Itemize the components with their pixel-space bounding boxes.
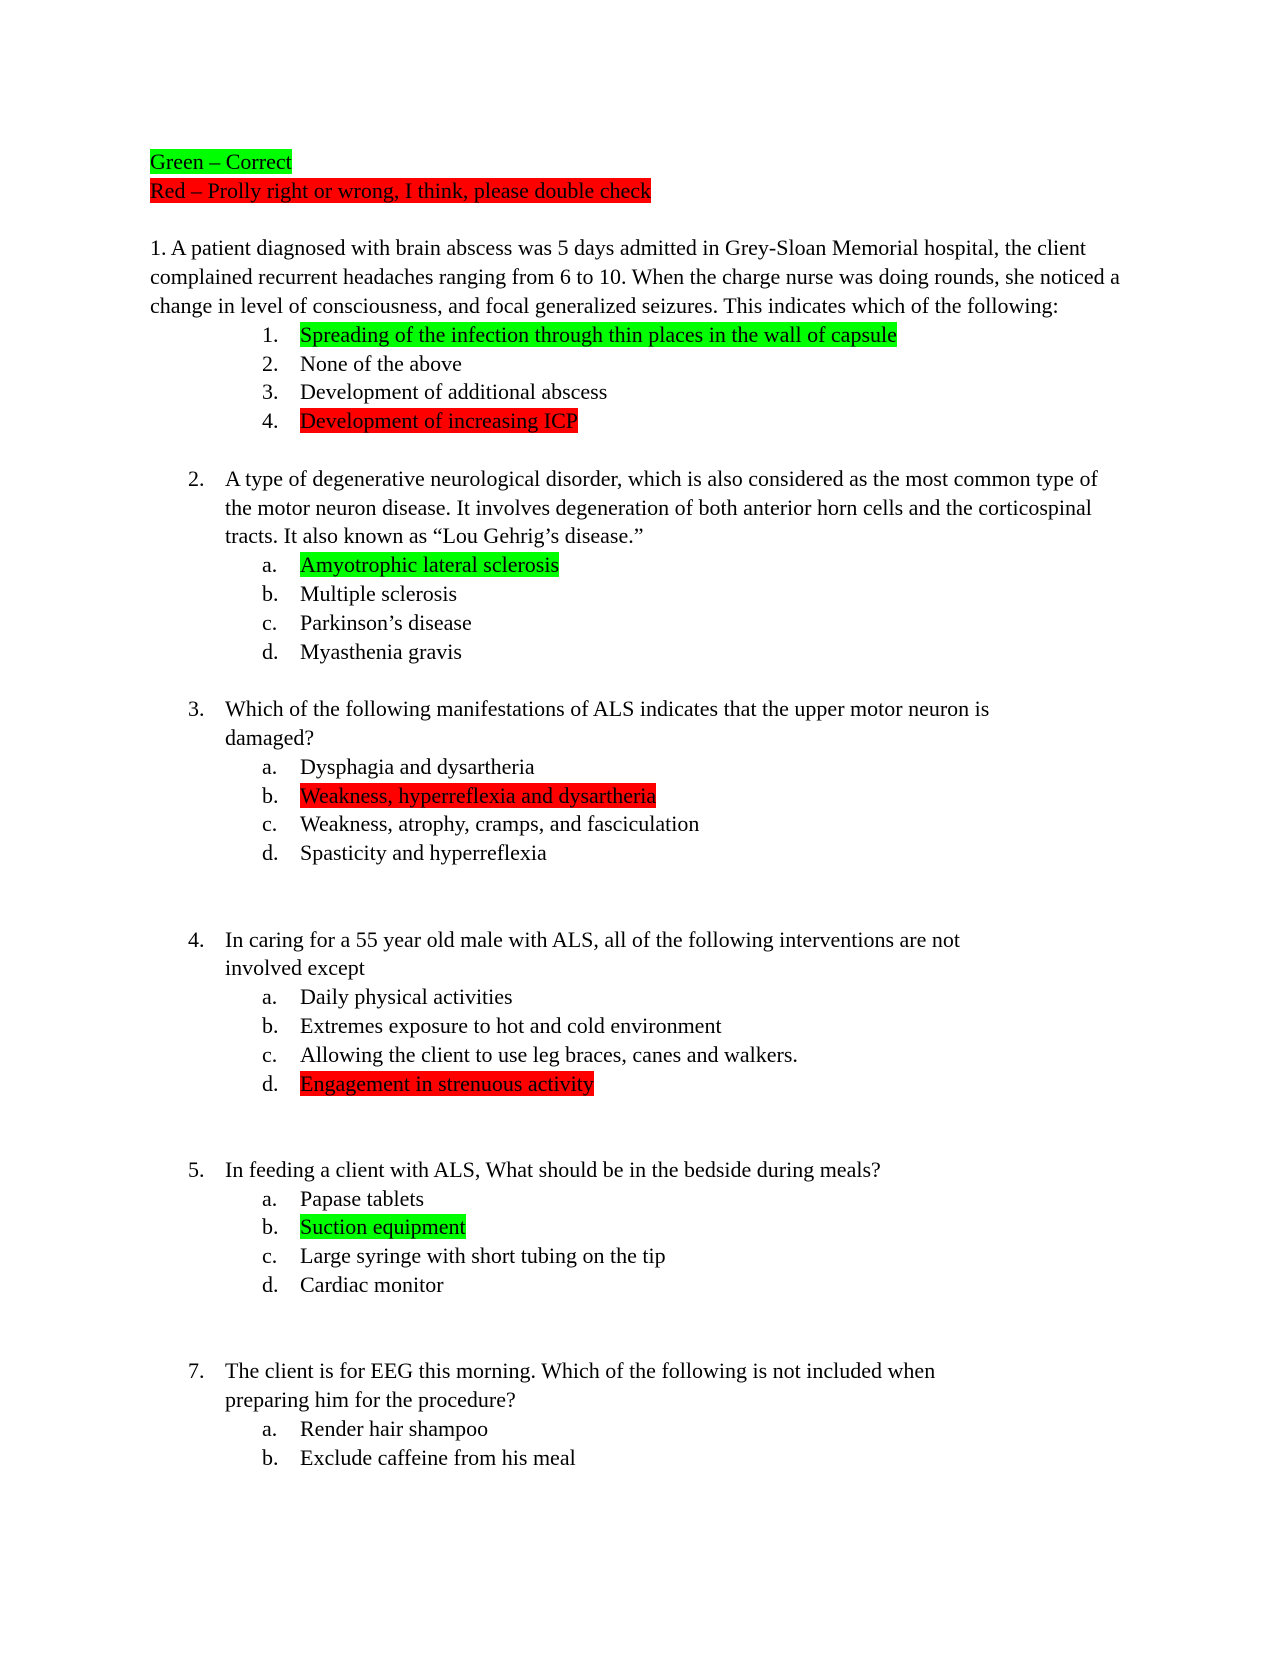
question-7 (150, 1357, 1130, 1415)
option-text: Myasthenia gravis (300, 638, 462, 664)
option-text: Parkinson’s disease (300, 609, 472, 635)
option-marker: d. (262, 638, 279, 664)
option-marker: 2. (262, 350, 279, 376)
option-text-correct: Amyotrophic lateral sclerosis (300, 552, 560, 578)
legend-green-line (150, 148, 1130, 177)
option-text: Cardiac monitor (300, 1272, 444, 1298)
answer-option (150, 407, 1130, 436)
document-page (150, 148, 1130, 1473)
option-text: Dysphagia and dysartheria (300, 753, 535, 779)
question-number: 5. (188, 1156, 205, 1182)
answer-option (150, 1242, 1130, 1271)
answer-option (150, 350, 1130, 379)
question-3-options (150, 753, 1130, 868)
option-marker: b. (262, 580, 279, 606)
answer-option (150, 321, 1130, 350)
option-text: Weakness, atrophy, cramps, and fasciculation (300, 811, 700, 837)
option-text-correct: Suction equipment (300, 1214, 466, 1240)
answer-option (150, 378, 1130, 407)
answer-option (150, 1213, 1130, 1242)
question-4 (150, 926, 1130, 984)
answer-option (150, 983, 1130, 1012)
answer-option (150, 1041, 1130, 1070)
answer-option (150, 839, 1130, 868)
question-7-options (150, 1415, 1130, 1473)
option-text: Large syringe with short tubing on the tip (300, 1243, 666, 1269)
option-text: Extremes exposure to hot and cold environment (300, 1012, 722, 1038)
answer-option (150, 810, 1130, 839)
answer-option (150, 1185, 1130, 1214)
question-5 (150, 1156, 1130, 1185)
option-marker: a. (262, 1416, 278, 1442)
answer-option (150, 609, 1130, 638)
question-3 (150, 695, 1130, 753)
question-number: 3. (188, 696, 205, 722)
answer-option (150, 782, 1130, 811)
question-1-options (150, 321, 1130, 436)
answer-option (150, 1070, 1130, 1099)
option-text: None of the above (300, 350, 462, 376)
question-number: 2. (188, 465, 205, 491)
legend-red-line (150, 177, 1130, 206)
question-7-text: The client is for EEG this morning. Which of the following is not included when preparing him for the procedure? (225, 1358, 936, 1413)
option-marker: a. (262, 552, 278, 578)
answer-option (150, 1444, 1130, 1473)
question-1-text: 1. A patient diagnosed with brain abscess was 5 days admitted in Grey-Sloan Memorial hospital, the client complained recurrent headaches ranging from 6 to 10. When the charge nurse was doing rounds, she noticed a change in level of consciousness, and focal generalized seizures. This indicates which of the following: (150, 235, 1120, 318)
option-marker: 1. (262, 321, 279, 347)
option-marker: 3. (262, 379, 279, 405)
option-marker: a. (262, 753, 278, 779)
question-5-text: In feeding a client with ALS, What should be in the bedside during meals? (225, 1156, 881, 1182)
question-2 (150, 465, 1130, 551)
question-2-options (150, 551, 1130, 666)
option-text-correct: Spreading of the infection through thin places in the wall of capsule (300, 321, 897, 347)
option-text: Development of additional abscess (300, 379, 608, 405)
option-text: Allowing the client to use leg braces, canes and walkers. (300, 1041, 798, 1067)
option-marker: a. (262, 1185, 278, 1211)
answer-option (150, 580, 1130, 609)
question-2-text: A type of degenerative neurological disorder, which is also considered as the most common type of the motor neuron disease. It involves degeneration of both anterior horn cells and the corticospinal tracts. It also known as “Lou Gehrig’s disease.” (225, 465, 1098, 549)
answer-option (150, 753, 1130, 782)
question-3-text: Which of the following manifestations of ALS indicates that the upper motor neuron is damaged? (225, 696, 990, 750)
option-marker: c. (262, 811, 278, 837)
option-marker: d. (262, 1070, 279, 1096)
answer-option (150, 1012, 1130, 1041)
option-marker: b. (262, 1214, 279, 1240)
option-text: Exclude caffeine from his meal (300, 1444, 576, 1470)
option-marker: b. (262, 782, 279, 808)
option-text: Daily physical activities (300, 984, 513, 1010)
option-marker: d. (262, 840, 279, 866)
option-marker: c. (262, 1041, 278, 1067)
answer-option (150, 638, 1130, 667)
option-marker: 4. (262, 408, 279, 434)
option-text-uncertain: Engagement in strenuous activity (300, 1070, 594, 1096)
legend-uncertain: Red – Prolly right or wrong, I think, please double check (150, 177, 652, 203)
question-number: 4. (188, 926, 205, 952)
answer-option (150, 1271, 1130, 1300)
answer-option (150, 551, 1130, 580)
option-text-uncertain: Development of increasing ICP (300, 408, 578, 434)
option-marker: b. (262, 1444, 279, 1470)
question-4-options (150, 983, 1130, 1098)
option-text-uncertain: Weakness, hyperreflexia and dysartheria (300, 782, 657, 808)
option-marker: c. (262, 1243, 278, 1269)
option-text: Papase tablets (300, 1185, 425, 1211)
option-marker: b. (262, 1012, 279, 1038)
option-marker: a. (262, 984, 278, 1010)
option-text: Multiple sclerosis (300, 580, 458, 606)
answer-option (150, 1415, 1130, 1444)
legend-correct: Green – Correct (150, 149, 292, 174)
question-4-text: In caring for a 55 year old male with ALS, all of the following interventions are not involved except (225, 926, 960, 981)
option-marker: d. (262, 1272, 279, 1298)
question-number: 7. (188, 1358, 205, 1384)
question-5-options (150, 1185, 1130, 1300)
option-text: Spasticity and hyperreflexia (300, 840, 547, 866)
option-text: Render hair shampoo (300, 1416, 489, 1442)
option-marker: c. (262, 609, 278, 635)
